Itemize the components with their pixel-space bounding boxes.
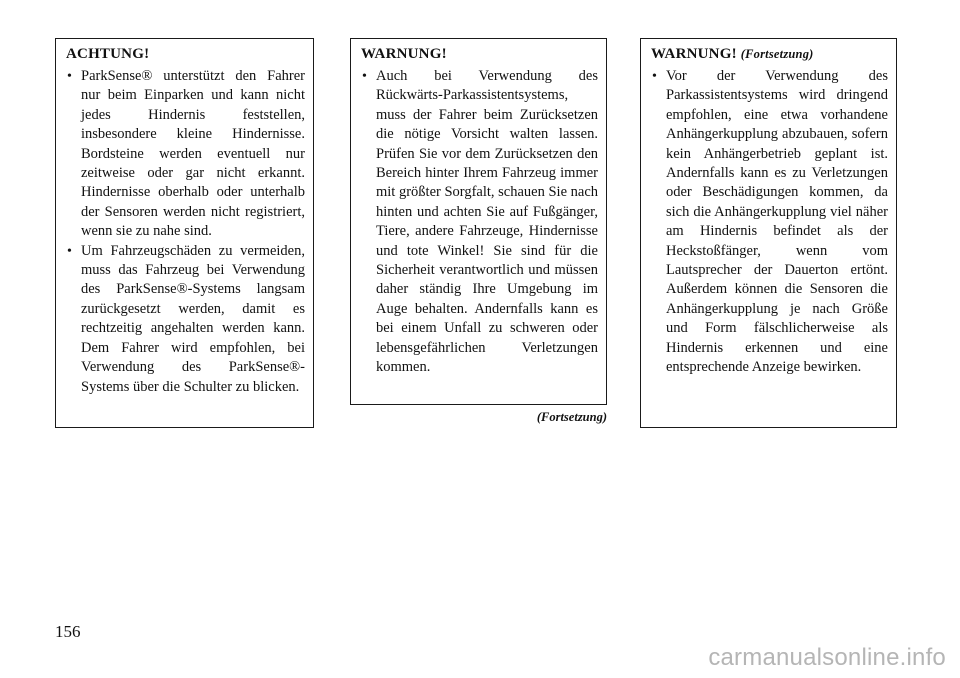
bullet-icon: • (67, 69, 72, 84)
watermark: carmanualsonline.info (708, 644, 946, 671)
caution-list (66, 67, 305, 397)
warning-list (361, 67, 598, 378)
warning-item-text: Auch bei Verwendung des Rückwärts-Parkassistentsystems, muss der Fahrer beim Zurücksetzen die nötige Vorsicht walten lassen. Prüfen Sie vor dem Zurücksetzen den Bereich hinter Ihrem Fahrzeug immer mit größter Sorgfalt, schauen Sie nach hinten und achten Sie auf Fußgänger, Tiere, andere Fahrzeuge, Hindernisse und tote Winkel! Sie sind für die Sicherheit verantwortlich und müssen daher ständig Ihre Umgebung im Auge behalten. Andernfalls kann es bei einem Unfall zu schweren oder lebensgefährlichen Verletzungen kommen. (376, 68, 599, 376)
warning-heading: WARNUNG! (361, 46, 447, 62)
continued-note: (Fortsetzung) (536, 410, 607, 424)
warning-continued-box (640, 38, 897, 428)
warning-continued-title: WARNUNG! (651, 46, 737, 62)
bullet-icon: • (362, 69, 367, 84)
caution-item-1 (66, 67, 305, 242)
caution-item-text: ParkSense® unterstützt den Fahrer nur beim Einparken und kann nicht jedes Hindernis feststellen, insbesondere kleine Hindernisse. Bordsteine werden eventuell nur zeitweise oder gar nicht erkannt. Hindernisse oberhalb oder unterhalb der Sensoren werden nicht registriert, wenn sie zu nahe sind. (81, 68, 305, 240)
bullet-icon: • (67, 243, 72, 259)
warning-box (350, 38, 607, 405)
caution-box (55, 38, 314, 428)
warning-continued-suffix: (Fortsetzung) (740, 47, 814, 61)
warning-item-1 (361, 67, 598, 378)
warning-continued-item-text: Vor der Verwendung des Parkassistentsystems wird dringend empfohlen, eine etwa vorhandene Anhängerkupplung abzubauen, sofern kein Anhängerbetrieb geplant ist. Andernfalls kann es zu Verletzungen oder Beschädigungen kommen, da sich die Anhängerkupplung viel näher am Hindernis befindet als der Heckstoßfänger, wenn vom Lautsprecher der Dauerton ertönt. Außerdem können die Sensoren die Anhängerkupplung je nach Größe und Form fälschlicherweise als Hindernis erkennen und eine entsprechende Anzeige bewirken. (666, 68, 888, 376)
bullet-icon: • (652, 69, 657, 84)
warning-continued-heading (651, 45, 888, 63)
caution-heading: ACHTUNG! (66, 46, 150, 62)
warning-continued-list (651, 67, 888, 378)
page-number: 156 (55, 622, 81, 641)
caution-item-text: Um Fahrzeugschäden zu vermeiden, muss das Fahrzeug bei Verwendung des ParkSense®-Systems langsam zurückgesetzt werden, damit es rechtzeitig angehalten werden kann. Dem Fahrer wird empfohlen, bei Verwendung des ParkSense®-Systems über die Schulter zu blicken. (81, 242, 305, 395)
caution-item-2 (66, 242, 305, 397)
warning-continued-item-1 (651, 67, 888, 378)
